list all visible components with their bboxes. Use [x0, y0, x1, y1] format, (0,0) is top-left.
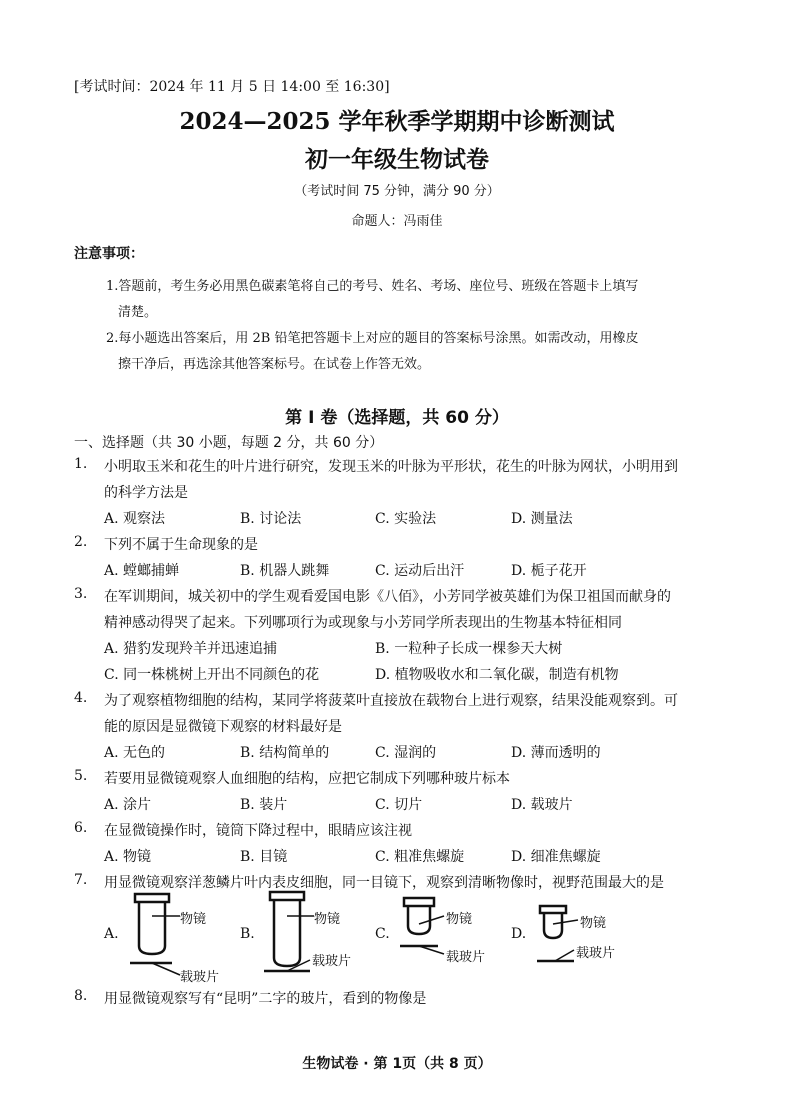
slide-label-d: 载玻片 [576, 946, 616, 961]
option-d: D. 植物吸收水和二氧化碳，制造有机物 [375, 667, 619, 683]
figure-letter-a: A. [104, 926, 119, 942]
objective-label-a: 物镜 [180, 912, 207, 927]
option-c: C. 实验法 [375, 511, 437, 527]
question-number: 5. [74, 768, 88, 784]
slide-label-a: 载玻片 [180, 970, 220, 985]
page-footer: 生物试卷 · 第 1页（共 8 页） [302, 1056, 492, 1072]
option-d: D. 栀子花开 [511, 563, 587, 579]
objective-label-b: 物镜 [314, 912, 341, 927]
option-a: A. 猎豹发现羚羊并迅速追捕 [104, 641, 278, 657]
exam-info: （考试时间 75 分钟，满分 90 分） [294, 184, 500, 199]
question-text: 的科学方法是 [104, 485, 188, 501]
option-d: D. 载玻片 [511, 797, 573, 813]
question-number: 2. [74, 534, 88, 550]
objective-b-figure [264, 892, 314, 971]
question-number: 3. [74, 586, 88, 602]
question-text: 精神感动得哭了起来。下列哪项行为或现象与小芳同学所表现出的生物基本特征相同 [104, 615, 622, 631]
question-number: 1. [74, 456, 88, 472]
option-a: A. 螳螂捕蝉 [104, 563, 180, 579]
exam-time: [考试时间：2024 年 11 月 5 日 14:00 至 16:30] [74, 79, 390, 95]
question-text: 用显微镜观察写有“昆明”二字的玻片，看到的物像是 [104, 991, 427, 1007]
question-number: 8. [74, 988, 88, 1004]
question-number: 6. [74, 820, 88, 836]
option-c: C. 同一株桃树上开出不同颜色的花 [104, 667, 320, 683]
figure-letter-c: C. [375, 926, 390, 942]
question-text: 为了观察植物细胞的结构，某同学将菠菜叶直接放在载物台上进行观察，结果没能观察到。可 [104, 693, 678, 709]
option-a: A. 涂片 [104, 797, 152, 813]
option-b: B. 机器人跳舞 [240, 563, 330, 579]
question-text: 在军训期间，城关初中的学生观看爱国电影《八佰》，小芳同学被英雄们为保卫祖国而献身的 [104, 589, 671, 605]
question-text: 用显微镜观察洋葱鳞片叶内表皮细胞，同一目镜下，观察到清晰物像时，视野范围最大的是 [104, 875, 664, 891]
question-text: 在显微镜操作时，镜筒下降过程中，眼睛应该注视 [104, 823, 412, 839]
option-b: B. 结构简单的 [240, 745, 330, 761]
question-number: 7. [74, 872, 88, 888]
option-c: C. 粗准焦螺旋 [375, 849, 465, 865]
slide-label-b: 载玻片 [312, 954, 352, 969]
note-line: 2.每小题选出答案后，用 2B 铅笔把答题卡上对应的题目的答案标号涂黑。如需改动，用橡皮 [106, 331, 639, 346]
figure-letter-b: B. [240, 926, 255, 942]
objective-d-figure [537, 906, 578, 961]
note-line: 清楚。 [118, 305, 158, 320]
option-a: A. 无色的 [104, 745, 166, 761]
option-c: C. 湿润的 [375, 745, 437, 761]
title-line2: 初一年级生物试卷 [305, 146, 489, 173]
note-line: 擦干净后，再选涂其他答案标号。在试卷上作答无效。 [118, 357, 431, 372]
objective-diagrams [0, 880, 794, 980]
question-text: 下列不属于生命现象的是 [104, 537, 258, 553]
author: 命题人：冯雨佳 [351, 214, 443, 229]
option-d: D. 细准焦螺旋 [511, 849, 601, 865]
section-subtitle: 一、选择题（共 30 小题，每题 2 分，共 60 分） [74, 435, 384, 451]
objective-a-figure [130, 894, 180, 975]
question-text: 能的原因是显微镜下观察的材料最好是 [104, 719, 342, 735]
notes-heading: 注意事项： [74, 246, 144, 262]
option-b: B. 一粒种子长成一棵参天大树 [375, 641, 563, 657]
option-d: D. 薄而透明的 [511, 745, 601, 761]
option-c: C. 切片 [375, 797, 423, 813]
option-a: A. 观察法 [104, 511, 166, 527]
question-text: 若要用显微镜观察人血细胞的结构，应把它制成下列哪种玻片标本 [104, 771, 510, 787]
note-line: 1.答题前，考生务必用黑色碳素笔将自己的考号、姓名、考场、座位号、班级在答题卡上填写 [106, 279, 639, 294]
title-line1: 2024—2025 学年秋季学期期中诊断测试 [179, 108, 615, 135]
objective-c-figure [400, 898, 444, 954]
option-c: C. 运动后出汗 [375, 563, 465, 579]
option-d: D. 测量法 [511, 511, 573, 527]
figure-letter-d: D. [511, 926, 527, 942]
objective-label-d: 物镜 [580, 916, 607, 931]
section-title: 第 Ⅰ 卷（选择题，共 60 分） [285, 408, 509, 428]
option-a: A. 物镜 [104, 849, 152, 865]
question-number: 4. [74, 690, 88, 706]
question-text: 小明取玉米和花生的叶片进行研究，发现玉米的叶脉为平形状，花生的叶脉为网状，小明用到 [104, 459, 678, 475]
slide-label-c: 载玻片 [446, 950, 486, 965]
objective-label-c: 物镜 [446, 912, 473, 927]
option-b: B. 目镜 [240, 849, 288, 865]
option-b: B. 装片 [240, 797, 288, 813]
option-b: B. 讨论法 [240, 511, 302, 527]
